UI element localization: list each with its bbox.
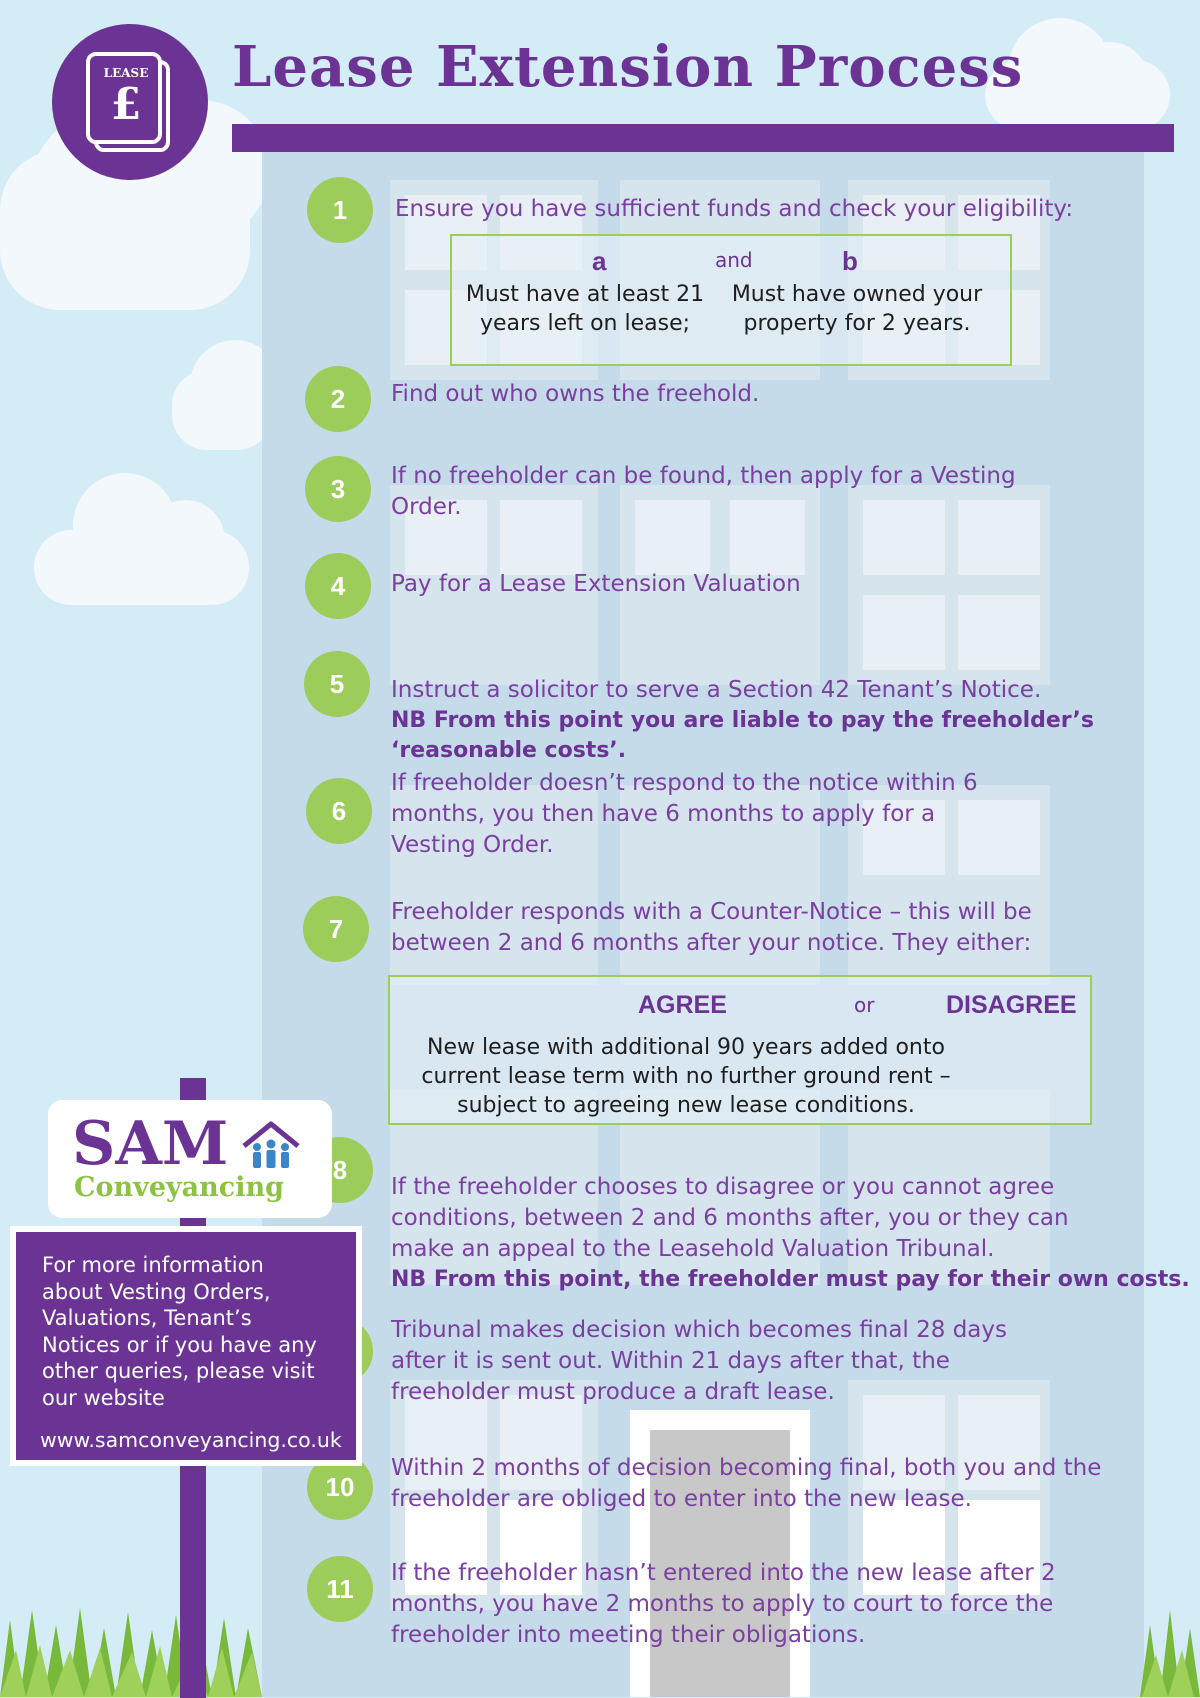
step-number: 4 xyxy=(305,553,371,619)
eligibility-box xyxy=(450,234,1012,366)
step-number: 2 xyxy=(305,366,371,432)
agree-text: New lease with additional 90 years added onto current lease term with no further ground rent – subject to agreeing new lease conditions. xyxy=(421,1035,951,1118)
counter-notice-box xyxy=(388,975,1092,1125)
agree-label: AGREE xyxy=(638,991,727,1019)
step-text: Within 2 months of decision becoming final, both you and the freeholder are obliged to enter into the new lease. xyxy=(391,1455,1102,1512)
step-number: 1 xyxy=(307,177,373,243)
step-text: Pay for a Lease Extension Valuation xyxy=(391,571,801,597)
pound-sign: £ xyxy=(110,79,142,130)
sam-logo-board xyxy=(48,1100,332,1218)
brand-subtitle: Conveyancing xyxy=(74,1172,285,1203)
option-a-text: Must have at least 21 years left on lease; xyxy=(465,282,705,336)
step-note: NB From this point you are liable to pay the freeholder’s ‘reasonable costs’. xyxy=(391,708,1095,763)
website-link[interactable]: www.samconveyancing.co.uk xyxy=(40,1428,342,1452)
info-sign xyxy=(10,1226,362,1466)
disagree-label: DISAGREE xyxy=(946,991,1077,1019)
step-text: If the freeholder chooses to disagree or you cannot agree conditions, between 2 and 6 months after, you or they can make an appeal to the Leasehold Valuation Tribunal. xyxy=(391,1174,1069,1262)
brand-name: SAM xyxy=(72,1109,229,1179)
step-8 xyxy=(391,1141,1190,1326)
lease-logo xyxy=(52,24,208,180)
step-text: Ensure you have sufficient funds and check your eligibility: xyxy=(395,196,1074,222)
step-text: Tribunal makes decision which becomes final 28 days after it is sent out. Within 21 days after that, the freeholder must produce a draft lease. xyxy=(391,1317,1007,1405)
option-b-label: b xyxy=(842,246,858,276)
step-text: If freeholder doesn’t respond to the notice within 6 months, you then have 6 months to apply for a Vesting Order. xyxy=(391,770,978,858)
conjunction-and: and xyxy=(715,248,753,272)
info-text: For more information about Vesting Orders, Valuations, Tenant’s Notices or if you have any other queries, please visit our website xyxy=(42,1253,317,1410)
step-note: NB From this point, the freeholder must pay for their own costs. xyxy=(391,1267,1190,1292)
step-number: 10 xyxy=(307,1454,373,1520)
step-text: Instruct a solicitor to serve a Section 42 Tenant’s Notice. xyxy=(391,677,1042,703)
info-panel xyxy=(16,1232,356,1460)
step-number: 6 xyxy=(306,778,372,844)
step-number: 5 xyxy=(304,651,370,717)
step-text: If no freeholder can be found, then apply for a Vesting Order. xyxy=(391,463,1016,520)
conjunction-or: or xyxy=(854,993,875,1017)
option-a-label: a xyxy=(592,246,607,276)
option-b-text: Must have owned your property for 2 years. xyxy=(731,282,983,336)
step-number: 11 xyxy=(307,1556,373,1622)
step-number: 3 xyxy=(305,456,371,522)
house-family-icon xyxy=(240,1120,302,1172)
title-underline-bar xyxy=(232,124,1174,152)
step-text: If the freeholder hasn’t entered into the new lease after 2 months, you have 2 months to apply to court to force the freeholder into meeting their obligations. xyxy=(391,1560,1056,1648)
step-number: 7 xyxy=(303,896,369,962)
lease-logo-label: LEASE xyxy=(103,66,149,80)
step-number: 8 xyxy=(307,1137,373,1203)
step-text: Freeholder responds with a Counter-Notice – this will be between 2 and 6 months after your notice. They either: xyxy=(391,899,1032,956)
page-title: Lease Extension Process xyxy=(232,34,1024,100)
step-text: Find out who owns the freehold. xyxy=(391,381,760,407)
